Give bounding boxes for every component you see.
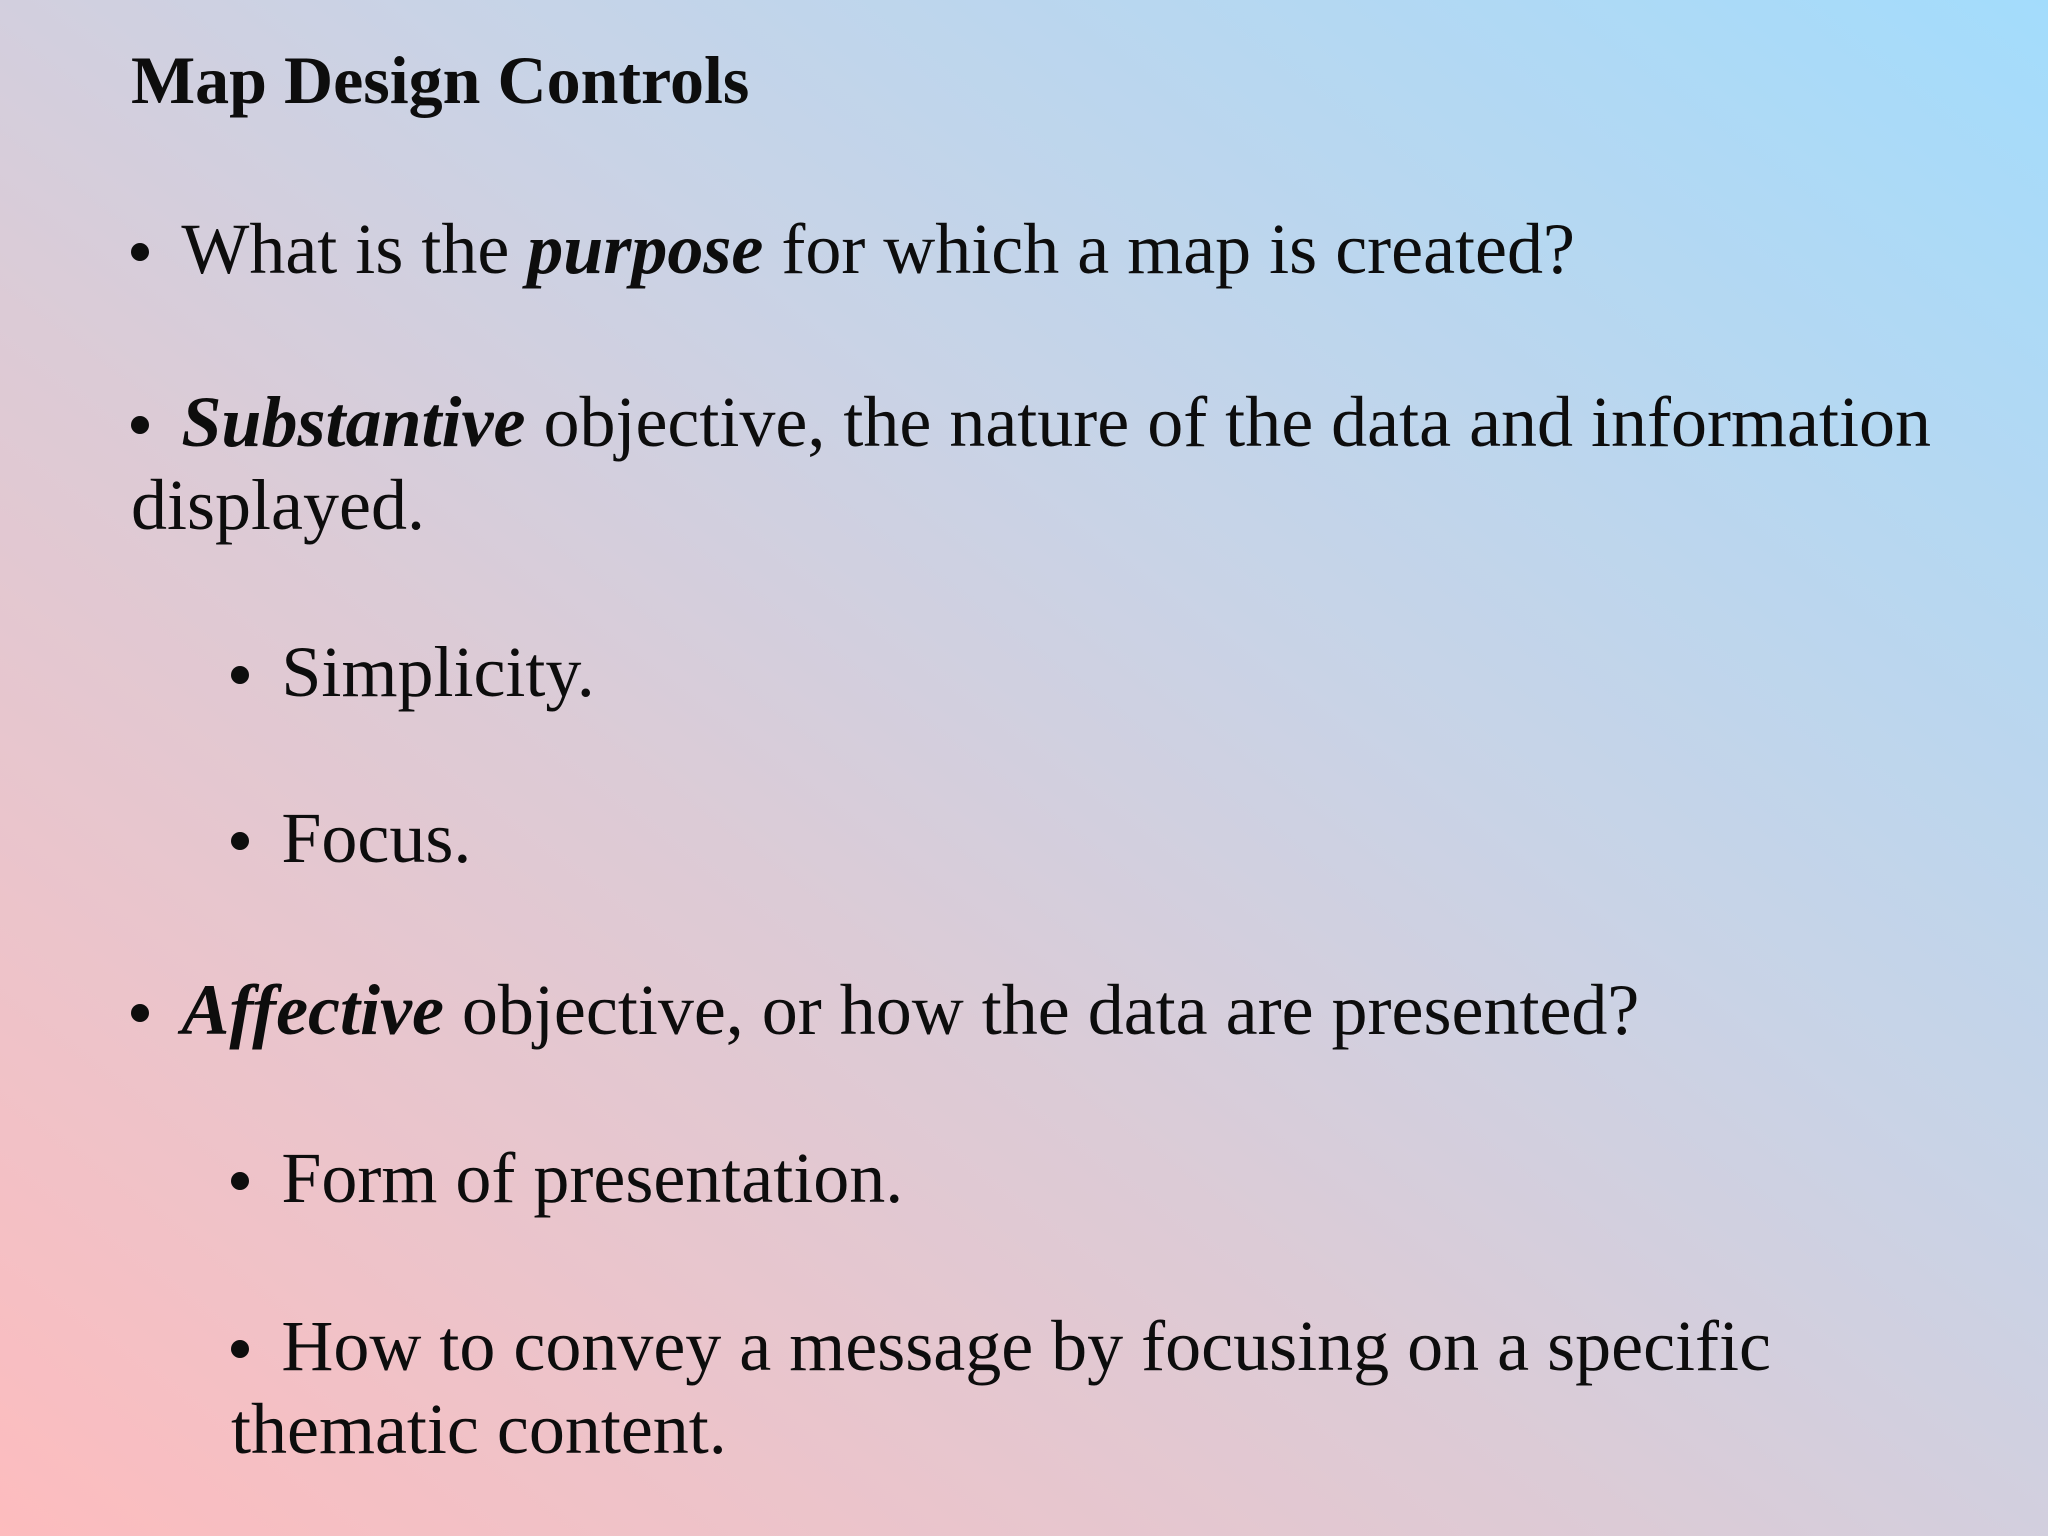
bullet-dot-icon: [131, 969, 181, 1052]
bullet-emphasis: purpose: [527, 209, 764, 289]
bullet-affective: [131, 969, 1639, 1052]
bullet-text: Focus.: [281, 798, 472, 878]
bullet-text: objective, the nature of the data and information displayed.: [131, 382, 1931, 545]
bullet-dot-icon: [131, 381, 181, 464]
slide-title: Map Design Controls: [131, 42, 750, 118]
bullet-text: Form of presentation.: [281, 1138, 904, 1218]
bullet-dot-icon: [231, 1137, 281, 1220]
sub-bullet-form: [231, 1137, 903, 1220]
bullet-dot-icon: [231, 1305, 281, 1388]
bullet-dot-icon: [131, 208, 181, 291]
bullet-text: What is the: [181, 209, 528, 289]
sub-bullet-simplicity: [231, 631, 595, 714]
bullet-purpose: [131, 208, 1575, 291]
bullet-text: How to convey a message by focusing on a specific thematic content.: [231, 1306, 1771, 1469]
bullet-text: for which a map is created?: [763, 209, 1575, 289]
sub-bullet-message: [231, 1305, 1831, 1471]
bullet-text: objective, or how the data are presented?: [443, 970, 1640, 1050]
bullet-dot-icon: [231, 631, 281, 714]
bullet-emphasis: Affective: [181, 970, 444, 1050]
sub-bullet-focus: [231, 797, 471, 880]
bullet-emphasis: Substantive: [181, 382, 526, 462]
bullet-text: Simplicity.: [281, 632, 595, 712]
bullet-dot-icon: [231, 797, 281, 880]
bullet-substantive: [131, 381, 2011, 547]
